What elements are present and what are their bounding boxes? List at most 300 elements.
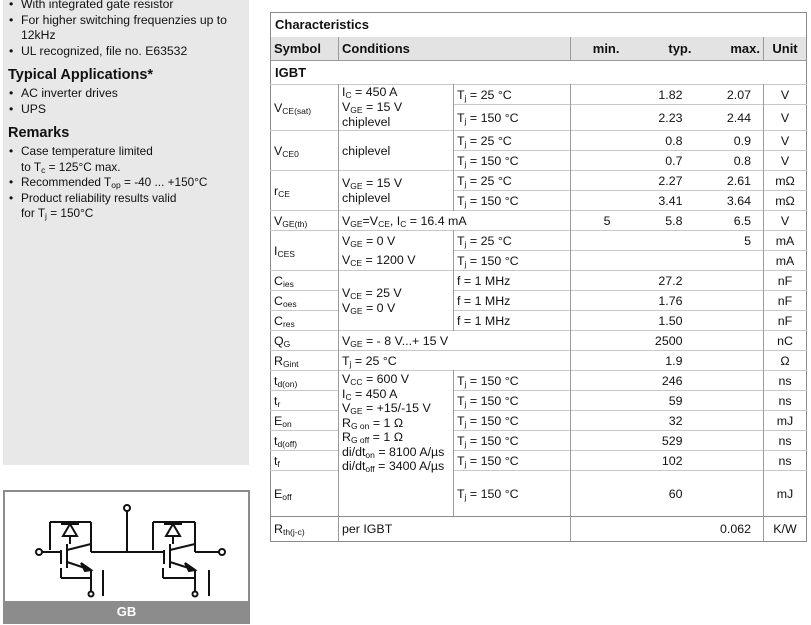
table-row	[271, 131, 807, 151]
left-info-panel	[3, 0, 249, 465]
symbol-tf	[271, 451, 339, 471]
cond-text: = 25 °C	[466, 173, 512, 188]
min-value	[571, 391, 623, 411]
cond-text: V	[342, 233, 351, 248]
cond-text: = - 8 V...+ 15 V	[362, 333, 449, 348]
subscript: GE	[350, 305, 363, 316]
cond-text: = 0 V	[362, 233, 396, 248]
conditions-cell	[339, 251, 454, 271]
unit-value: mΩ	[764, 191, 807, 211]
typ-value: 5.8	[665, 213, 683, 228]
min-value	[571, 371, 623, 391]
symbol-tdon	[271, 371, 339, 391]
typ-value: 0.7	[665, 153, 683, 168]
remark-text: Product reliability results valid	[21, 190, 177, 205]
symbol-cres	[271, 311, 339, 331]
max-value: 5	[744, 233, 751, 248]
unit-value: V	[764, 85, 807, 105]
min-value	[571, 431, 623, 451]
subscript: j	[464, 438, 467, 449]
cond-text: = 150 °C	[466, 433, 519, 448]
subscript: on	[365, 449, 375, 460]
cond-text: T	[342, 353, 350, 368]
characteristics-table	[270, 12, 807, 542]
unit-value: V	[764, 211, 807, 231]
min-value	[571, 85, 623, 105]
header-max: max.	[695, 37, 764, 61]
typ-value	[623, 517, 695, 542]
typ-value	[623, 231, 695, 251]
min-value	[571, 517, 623, 542]
cond-text: = 150 °C	[466, 453, 519, 468]
remark-text: Case temperature limited	[21, 144, 153, 158]
cond-text: chiplevel	[342, 115, 391, 129]
circuit-diagram	[3, 490, 250, 624]
max-value	[695, 391, 764, 411]
section-row	[271, 61, 807, 85]
cond-text: T	[457, 193, 465, 208]
max-value	[695, 251, 764, 271]
symbol-text: V	[274, 143, 283, 158]
table-row	[271, 251, 807, 271]
subscript: CE	[378, 218, 390, 229]
temp-cell	[454, 451, 571, 471]
symbol-text: Q	[274, 333, 284, 348]
subscript: C	[400, 218, 407, 229]
freq-cell: f = 1 MHz	[454, 271, 571, 291]
unit-value: nF	[764, 271, 807, 291]
max-value: 3.64	[726, 193, 751, 208]
subscript: j	[464, 178, 467, 189]
remark-text: Recommended T	[21, 175, 112, 189]
cond-text: chiplevel	[342, 190, 391, 205]
applications-list	[8, 86, 243, 117]
subscript: CC	[350, 377, 363, 387]
subscript: GE(th)	[282, 218, 308, 229]
cond-text: = 1200 V	[362, 253, 416, 268]
cond-text: = 450 A	[351, 386, 398, 401]
table-row	[271, 271, 807, 291]
cond-text: = 150 °C	[466, 393, 519, 408]
typ-value: 1.76	[658, 293, 683, 308]
symbol-vgeth	[271, 211, 339, 231]
unit-value: K/W	[764, 517, 807, 542]
temp-cell	[454, 131, 571, 151]
cond-text: = 150 °C	[466, 253, 519, 268]
subscript: j	[464, 378, 467, 389]
cond-text: = 3400 A/µs	[374, 459, 445, 473]
subscript: CE	[350, 258, 363, 269]
subscript: j	[464, 92, 467, 103]
temp-cell	[454, 171, 571, 191]
table-row	[271, 517, 807, 542]
min-value	[571, 271, 623, 291]
typ-value: 246	[661, 373, 683, 388]
subscript: th(j-c)	[282, 527, 305, 537]
typ-value: 102	[661, 453, 683, 468]
typ-value	[623, 251, 695, 271]
features-list	[8, 0, 243, 59]
min-value	[571, 451, 623, 471]
max-value	[695, 291, 764, 311]
conditions-cell	[339, 231, 454, 251]
cond-text: = 25 °C	[466, 233, 512, 248]
subscript: off	[365, 464, 375, 474]
temp-cell	[454, 431, 571, 451]
subscript: oes	[282, 298, 297, 309]
subscript: j	[349, 358, 352, 369]
cond-text: T	[457, 87, 465, 102]
temp-cell	[454, 411, 571, 431]
symbol-text: C	[274, 273, 283, 288]
remark-text: for T	[21, 206, 46, 220]
subscript: G	[283, 338, 291, 349]
temp-cell	[454, 251, 571, 271]
symbol-text: r	[274, 183, 279, 198]
cond-text: T	[457, 373, 465, 388]
cond-text: R	[342, 430, 351, 444]
min-value	[571, 105, 623, 131]
symbol-text: t	[274, 393, 278, 408]
unit-value: mΩ	[764, 171, 807, 191]
cond-text: T	[457, 173, 465, 188]
subscript: j	[464, 138, 467, 149]
remarks-title: Remarks	[8, 125, 70, 141]
subscript: f	[277, 458, 280, 469]
header-unit: Unit	[764, 37, 807, 61]
conditions-cell: per IGBT	[339, 517, 571, 542]
cond-text: T	[457, 433, 465, 448]
max-value: 2.61	[726, 173, 751, 188]
subscript: GE	[350, 406, 363, 416]
conditions-cell	[339, 85, 454, 131]
symbol-text: V	[274, 100, 283, 115]
cond-text: V	[342, 372, 351, 386]
temp-cell	[454, 371, 571, 391]
subscript: d(on)	[277, 378, 298, 389]
min-value	[571, 131, 623, 151]
remark-recommended-temperature	[8, 175, 243, 191]
cond-text: = 150 °C	[466, 413, 519, 428]
gb-half-bridge-schematic	[5, 492, 248, 602]
cond-text: di/dt	[342, 444, 366, 459]
feature-item: • For higher switching frequenzies up to 12kHz	[8, 13, 243, 44]
cond-text: = 8100 A/µs	[374, 444, 445, 459]
unit-value: ns	[764, 451, 807, 471]
min-value	[571, 171, 623, 191]
symbol-text: R	[274, 522, 283, 536]
conditions-cell	[339, 371, 454, 517]
min-value	[571, 351, 623, 371]
max-value	[695, 331, 764, 351]
unit-value: ns	[764, 391, 807, 411]
igbt-right-icon	[153, 522, 225, 597]
subscript: G off	[350, 435, 370, 445]
symbol-tdoff	[271, 431, 339, 451]
typ-value: 3.41	[658, 193, 683, 208]
cond-text: =V	[362, 213, 379, 228]
conditions-cell	[339, 331, 571, 351]
symbol-text: C	[274, 313, 283, 328]
cond-text: V	[342, 401, 351, 415]
cond-text: = 150 °C	[466, 153, 519, 168]
table-row	[271, 171, 807, 191]
unit-value: ns	[764, 371, 807, 391]
unit-value: mJ	[764, 471, 807, 517]
max-value	[695, 311, 764, 331]
min-value: 5	[571, 211, 623, 231]
subscript: j	[464, 158, 467, 169]
unit-value: V	[764, 151, 807, 171]
cond-text: V	[342, 213, 351, 228]
subscript: GE	[350, 180, 363, 191]
table-title-row	[271, 13, 807, 37]
table-row	[271, 231, 807, 251]
min-value	[571, 291, 623, 311]
typ-value: 2.23	[658, 110, 683, 125]
cond-text: = 0 V	[362, 300, 396, 315]
cond-text: V	[342, 285, 351, 300]
cond-text: = 150 °C	[466, 193, 519, 208]
typical-applications-title: Typical Applications*	[8, 67, 154, 83]
typ-value: 529	[661, 433, 683, 448]
cond-text: V	[342, 333, 351, 348]
symbol-text: E	[274, 486, 283, 501]
conditions-cell: chiplevel	[339, 131, 454, 171]
typ-value: 1.50	[658, 313, 683, 328]
conditions-cell	[339, 211, 571, 231]
cond-text: T	[457, 453, 465, 468]
subscript: op	[111, 180, 121, 190]
header-min: min.	[571, 37, 623, 61]
min-value	[571, 411, 623, 431]
table-title: Characteristics	[275, 17, 369, 33]
cond-text: T	[457, 393, 465, 408]
symbol-text: t	[274, 433, 278, 448]
max-value	[695, 471, 764, 517]
subscript: r	[277, 398, 281, 409]
typ-value: 32	[668, 413, 683, 428]
cond-text: = +15/-15 V	[362, 401, 431, 415]
subscript: GE	[350, 338, 363, 349]
subscript: CE(sat)	[282, 105, 312, 116]
cond-text: R	[342, 415, 351, 430]
subscript: d(off)	[277, 438, 298, 449]
subscript: c	[41, 164, 46, 175]
cond-text: T	[457, 110, 465, 125]
max-value	[695, 411, 764, 431]
max-value: 6.5	[733, 213, 751, 228]
cond-text: T	[457, 233, 465, 248]
cond-text: = 15 V	[362, 100, 403, 114]
symbol-eon	[271, 411, 339, 431]
remark-text: to T	[21, 159, 42, 174]
min-value	[571, 251, 623, 271]
cond-text: V	[342, 300, 351, 315]
subscript: Gint	[282, 358, 299, 369]
min-value	[571, 191, 623, 211]
application-item: • UPS	[8, 102, 243, 118]
max-value: 0.8	[733, 153, 751, 168]
remark-text: = 150°C	[46, 206, 94, 220]
symbol-text: E	[274, 413, 283, 428]
diagram-label: GB	[5, 601, 248, 622]
unit-value: mA	[764, 231, 807, 251]
cond-text: I	[342, 85, 346, 99]
table-row	[271, 351, 807, 371]
subscript: C	[345, 391, 352, 402]
max-value	[695, 371, 764, 391]
subscript: on	[282, 418, 292, 429]
cond-text: = 150 °C	[466, 486, 519, 501]
symbol-tr	[271, 391, 339, 411]
temp-cell	[454, 231, 571, 251]
max-value: 2.44	[726, 110, 751, 125]
subscript: G on	[350, 420, 370, 431]
remark-text: = 125°C max.	[45, 159, 121, 174]
subscript: j	[464, 398, 467, 409]
header-typ: typ.	[623, 37, 695, 61]
min-value	[571, 331, 623, 351]
symbol-rth	[271, 517, 339, 542]
subscript: ies	[282, 278, 294, 289]
min-value	[571, 471, 623, 517]
cond-text: V	[342, 175, 351, 190]
temp-cell	[454, 105, 571, 131]
subscript: CES	[277, 248, 295, 259]
max-value	[695, 271, 764, 291]
symbol-rce	[271, 171, 339, 211]
symbol-text: V	[274, 213, 283, 228]
cond-text: , I	[389, 213, 401, 228]
cond-text: = 25 °C	[466, 133, 512, 148]
symbol-rgint	[271, 351, 339, 371]
subscript: CE	[278, 188, 290, 199]
table-header-row	[271, 37, 807, 61]
typ-value: 2500	[654, 333, 683, 348]
temp-cell	[454, 151, 571, 171]
subscript: off	[282, 491, 292, 502]
cond-text: = 16.4 mA	[406, 213, 467, 228]
max-value	[695, 351, 764, 371]
temp-cell	[454, 471, 571, 517]
unit-value: nC	[764, 331, 807, 351]
cond-text: = 25 V	[362, 285, 402, 300]
cond-text: = 1 Ω	[369, 415, 404, 430]
symbol-text: t	[274, 373, 278, 388]
subscript: res	[282, 318, 295, 329]
subscript: j	[464, 418, 467, 429]
terminal-top	[124, 505, 130, 511]
unit-value: ns	[764, 431, 807, 451]
cond-text: T	[457, 153, 465, 168]
typ-value: 60	[668, 486, 683, 501]
cond-text: di/dt	[342, 459, 366, 473]
symbol-coes	[271, 291, 339, 311]
header-symbol: Symbol	[271, 37, 339, 61]
symbol-eoff	[271, 471, 339, 517]
typ-value: 27.2	[658, 273, 683, 288]
min-value	[571, 231, 623, 251]
conditions-cell	[339, 171, 454, 211]
typ-value: 1.82	[658, 87, 683, 102]
subscript: j	[464, 491, 467, 502]
header-conditions: Conditions	[339, 37, 571, 61]
subscript: j	[45, 211, 47, 221]
remarks-list	[8, 144, 243, 222]
table-row	[271, 85, 807, 105]
cond-text: T	[457, 486, 465, 501]
max-value: 2.07	[726, 87, 751, 102]
subscript: GE	[350, 238, 363, 249]
subscript: C	[345, 90, 352, 100]
subscript: j	[464, 198, 467, 209]
subscript: GE	[350, 105, 363, 115]
symbol-text: R	[274, 353, 283, 368]
min-value	[571, 311, 623, 331]
unit-value: V	[764, 131, 807, 151]
feature-item: • UL recognized, file no. E63532	[8, 44, 243, 60]
max-value: 0.9	[733, 133, 751, 148]
remark-reliability	[8, 191, 243, 222]
cond-text: T	[457, 253, 465, 268]
cond-text: = 150 °C	[466, 110, 519, 125]
unit-value: V	[764, 105, 807, 131]
max-value	[695, 431, 764, 451]
cond-text: = 450 A	[351, 85, 398, 99]
typ-value: 2.27	[658, 173, 683, 188]
subscript: j	[464, 258, 467, 269]
symbol-ices	[271, 231, 339, 271]
cond-text: T	[457, 133, 465, 148]
symbol-cies	[271, 271, 339, 291]
typ-value: 1.9	[665, 353, 683, 368]
cond-text: = 1 Ω	[369, 430, 403, 444]
cond-text: = 15 V	[362, 175, 403, 190]
freq-cell: f = 1 MHz	[454, 311, 571, 331]
unit-value: Ω	[764, 351, 807, 371]
igbt-left-icon	[36, 522, 103, 597]
symbol-text: I	[274, 243, 278, 258]
subscript: GE	[350, 218, 363, 229]
conditions-cell	[339, 271, 454, 331]
application-item: • AC inverter drives	[8, 86, 243, 102]
cond-text: = 25 °C	[466, 87, 512, 102]
table-row	[271, 331, 807, 351]
temp-cell	[454, 191, 571, 211]
cond-text: I	[342, 386, 346, 401]
feature-item: • With integrated gate resistor	[8, 0, 243, 13]
unit-value: nF	[764, 311, 807, 331]
unit-value: nF	[764, 291, 807, 311]
cond-text: = 25 °C	[351, 353, 397, 368]
section-igbt: IGBT	[275, 65, 307, 80]
unit-value: mJ	[764, 411, 807, 431]
symbol-vcesat	[271, 85, 339, 131]
cond-text: V	[342, 253, 351, 268]
table-row	[271, 211, 807, 231]
symbol-vce0	[271, 131, 339, 171]
max-value: 0.062	[719, 522, 751, 536]
symbol-text: t	[274, 453, 278, 468]
typ-value: 0.8	[665, 133, 683, 148]
typ-value: 59	[668, 393, 683, 408]
max-value	[695, 451, 764, 471]
remark-case-temperature	[8, 144, 243, 175]
cond-text: = 150 °C	[466, 373, 519, 388]
temp-cell	[454, 391, 571, 411]
conditions-cell	[339, 351, 571, 371]
